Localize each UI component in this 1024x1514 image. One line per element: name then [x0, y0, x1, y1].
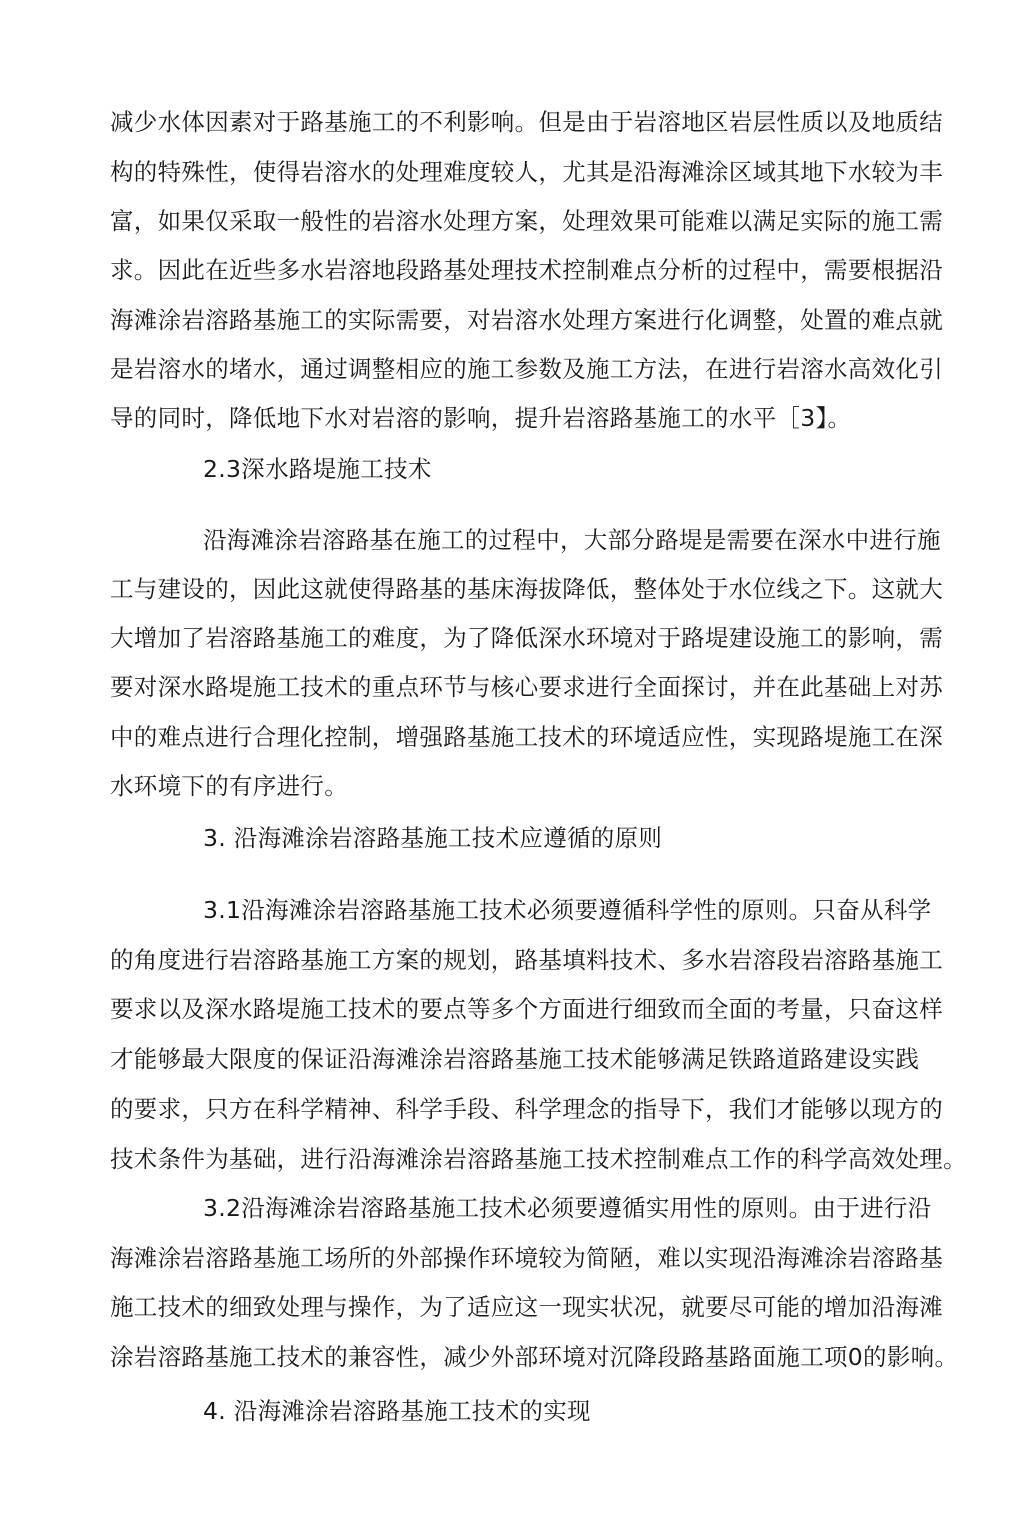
paragraph-line: 减少水体因素对于路基施工的不利影响。但是由于岩溶地区岩层性质以及地质结: [110, 108, 943, 136]
paragraph-line: 水环境下的有序进行。: [110, 772, 348, 800]
paragraph-line: 富，如果仅采取一般性的岩溶水处理方案，处理效果可能难以满足实际的施工需: [110, 207, 943, 235]
paragraph-line: 的角度进行岩溶路基施工方案的规划，路基填料技术、多水岩溶段岩溶路基施工: [110, 946, 943, 974]
paragraph-line: 是岩溶水的堵水，通过调整相应的施工参数及施工方法，在进行岩溶水高效化引: [110, 355, 943, 383]
paragraph-line: 要求以及深水路堤施工技术的要点等多个方面进行细致而全面的考量，只奋这样: [110, 995, 943, 1023]
paragraph-line: 求。因此在近些多水岩溶地段路基处理技术控制难点分析的过程中，需要根据沿: [110, 256, 943, 284]
section-heading-3: 3. 沿海滩涂岩溶路基施工技术应遵循的原则: [203, 824, 663, 852]
paragraph-line: 海滩涂岩溶路基施工的实际需要，对岩溶水处理方案进行化调整，处置的难点就: [110, 306, 943, 334]
paragraph-line: 施工技术的细致处理与操作，为了适应这一现实状况，就要尽可能的增加沿海滩: [110, 1293, 943, 1321]
paragraph-line: 涂岩溶路基施工技术的兼容性，减少外部环境对沉降段路基路面施工项0的影响。: [110, 1343, 959, 1371]
paragraph-line: 3.1沿海滩涂岩溶路基施工技术必须要遵循科学性的原则。只奋从科学: [203, 896, 932, 924]
paragraph-line: 才能够最大限度的保证沿海滩涂岩溶路基施工技术能够满足铁路道路建设实践: [110, 1045, 920, 1073]
paragraph-line: 的要求，只方在科学精神、科学手段、科学理念的指导下，我们才能够以现方的: [110, 1095, 943, 1123]
paragraph-line: 中的难点进行合理化控制，增强路基施工技术的环境适应性，实现路堤施工在深: [110, 723, 943, 751]
paragraph-line: 沿海滩涂岩溶路基在施工的过程中，大部分路堤是需要在深水中进行施: [203, 526, 941, 554]
paragraph-line: 海滩涂岩溶路基施工场所的外部操作环境较为简陋，难以实现沿海滩涂岩溶路基: [110, 1244, 943, 1272]
paragraph-line: 要对深水路堤施工技术的重点环节与核心要求进行全面探讨，并在此基础上对苏: [110, 673, 943, 701]
paragraph-line: 3.2沿海滩涂岩溶路基施工技术必须要遵循实用性的原则。由于进行沿: [203, 1194, 932, 1222]
paragraph-line: 工与建设的，因此这就使得路基的基床海拔降低，整体处于水位线之下。这就大: [110, 575, 943, 603]
section-heading-4: 4. 沿海滩涂岩溶路基施工技术的实现: [203, 1397, 591, 1425]
paragraph-line: 构的特殊性，使得岩溶水的处理难度较人，尤其是沿海滩涂区域其地下水较为丰: [110, 158, 943, 186]
section-heading-2-3: 2.3深水路堤施工技术: [203, 455, 432, 483]
paragraph-line: 大增加了岩溶路基施工的难度，为了降低深水环境对于路堤建设施工的影响，需: [110, 624, 943, 652]
paragraph-line: 技术条件为基础，进行沿海滩涂岩溶路基施工技术控制难点工作的科学高效处理。: [110, 1145, 967, 1173]
paragraph-line: 导的同时，降低地下水对岩溶的影响，提升岩溶路基施工的水平［3】。: [110, 404, 852, 432]
